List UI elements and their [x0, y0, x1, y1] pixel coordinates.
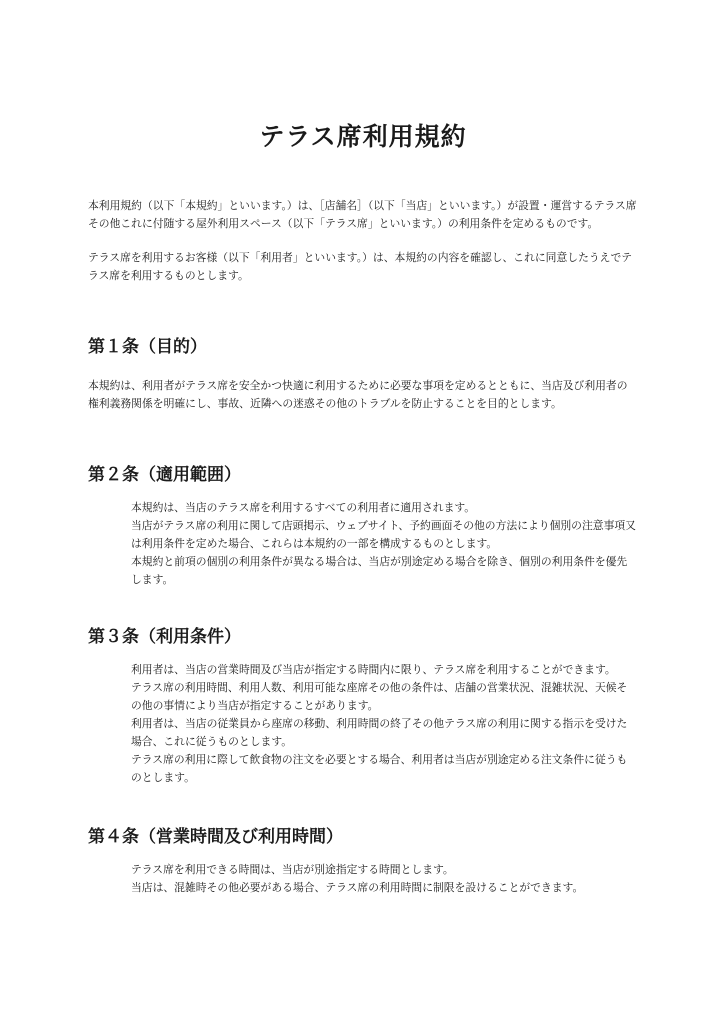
article-body [88, 499, 638, 589]
article-paragraph: 利用者は、当店の従業員から座席の移動、利用時間の終了その他テラス席の利用に関する指示を受けた場合、これに従うものとします。 [131, 717, 628, 748]
intro-paragraph: 本利用規約（以下「本規約」といいます。）は、［店舗名］（以下「当店」といいます。）が設置・運営するテラス席その他これに付随する屋外利用スペース（以下「テラス席」といいます。）の利用条件を定めるものです。 [88, 199, 637, 230]
article-heading: 第１条（目的） [88, 337, 207, 357]
article-paragraph: 本規約は、当店のテラス席を利用するすべての利用者に適用されます。 [131, 501, 476, 514]
article-heading: 第２条（適用範囲） [88, 465, 241, 485]
article-paragraph: テラス席を利用できる時間は、当店が別途指定する時間とします。 [131, 863, 454, 876]
article-paragraph: 本規約と前項の個別の利用条件が異なる場合は、当店が別途定める場合を除き、個別の利用条件を優先します。 [131, 555, 628, 586]
article-heading: 第４条（営業時間及び利用時間） [88, 827, 343, 847]
article-paragraph: 当店がテラス席の利用に関して店頭掲示、ウェブサイト、予約画面その他の方法により個別の注意事項又は利用条件を定めた場合、これらは本規約の一部を構成するものとします。 [131, 519, 636, 550]
article-paragraph: 本規約は、利用者がテラス席を安全かつ快適に利用するために必要な事項を定めるとともに、当店及び利用者の権利義務関係を明確にし、事故、近隣への迷惑その他のトラブルを防止することを目的とします。 [88, 379, 628, 410]
intro-paragraph: テラス席を利用するお客様（以下「利用者」といいます。）は、本規約の内容を確認し、これに同意したうえでテラス席を利用するものとします。 [88, 251, 633, 282]
article-paragraph: 利用者は、当店の営業時間及び当店が指定する時間内に限り、テラス席を利用することができます。 [131, 663, 616, 676]
article-paragraph: テラス席の利用に際して飲食物の注文を必要とする場合、利用者は当店が別途定める注文条件に従うものとします。 [131, 753, 628, 784]
article-body [88, 661, 638, 787]
article-paragraph: テラス席の利用時間、利用人数、利用可能な座席その他の条件は、店舗の営業状況、混雑状況、天候その他の事情により当店が指定することがあります。 [131, 681, 628, 712]
document-title: テラス席利用規約 [259, 122, 467, 151]
article-body [88, 377, 638, 413]
article-paragraph: 当店は、混雑時その他必要がある場合、テラス席の利用時間に制限を設けることができます。 [131, 881, 584, 894]
article-body [88, 861, 638, 897]
article-heading: 第３条（利用条件） [88, 627, 241, 647]
